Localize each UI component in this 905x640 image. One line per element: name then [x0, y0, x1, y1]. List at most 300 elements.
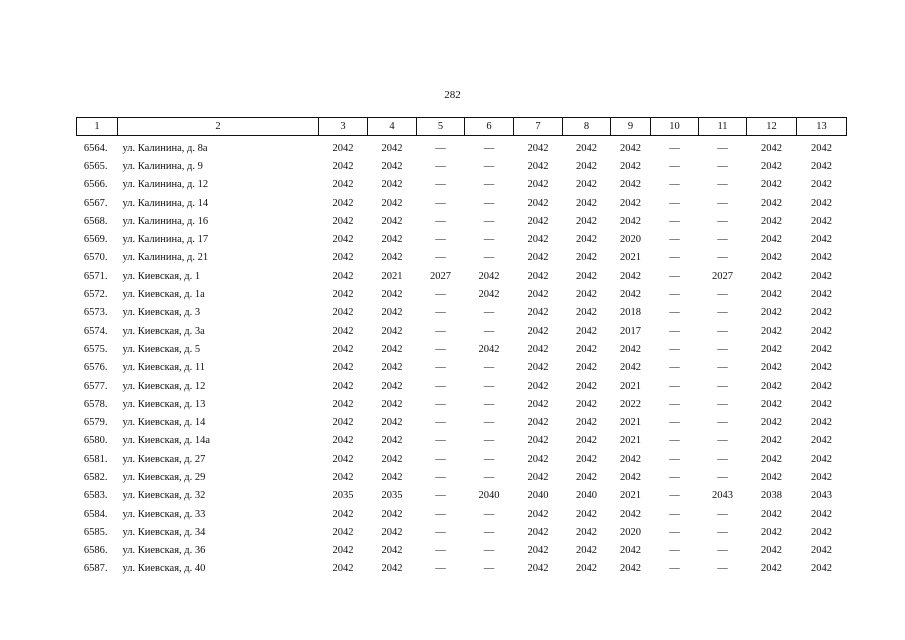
year-cell-col-6: —	[483, 252, 495, 264]
table-row	[77, 194, 847, 212]
year-cell-col-10: —	[669, 362, 680, 374]
year-cell-col-8: 2042	[576, 234, 597, 246]
table-row	[77, 468, 847, 486]
year-cell-col-13: 2042	[811, 526, 832, 538]
year-cell-col-5: —	[435, 197, 446, 209]
address-cell: ул. Киевская, д. 32	[122, 490, 206, 502]
address-cell: ул. Калинина, д. 16	[122, 215, 209, 227]
year-cell-col-11: —	[717, 471, 728, 483]
column-header-10: 10	[651, 118, 699, 136]
table-row	[77, 359, 847, 377]
year-cell-col-6: —	[483, 417, 495, 429]
year-cell-col-13: 2042	[811, 307, 832, 319]
address-cell: ул. Калинина, д. 9	[122, 160, 203, 172]
year-cell-col-3: 2042	[332, 179, 354, 191]
row-number-cell: 6580.	[83, 435, 108, 447]
address-cell: ул. Калинина, д. 17	[122, 234, 209, 246]
table-row	[77, 377, 847, 395]
year-cell-col-12: 2042	[761, 289, 782, 301]
column-header-7: 7	[514, 118, 563, 136]
year-cell-col-3: 2042	[332, 435, 354, 447]
table-row	[77, 432, 847, 450]
year-cell-col-9: 2042	[620, 289, 641, 301]
year-cell-col-3: 2042	[332, 453, 354, 465]
row-number-cell: 6586.	[83, 545, 108, 557]
year-cell-col-6: —	[483, 197, 495, 209]
row-number-cell: 6575.	[83, 343, 108, 355]
year-cell-col-11: —	[717, 197, 728, 209]
year-cell-col-10: —	[669, 508, 680, 520]
year-cell-col-6: —	[483, 234, 495, 246]
year-cell-col-10: —	[669, 179, 680, 191]
year-cell-col-8: 2042	[576, 307, 597, 319]
table-row	[77, 450, 847, 468]
column-header-3: 3	[319, 118, 368, 136]
year-cell-col-5: —	[435, 343, 446, 355]
year-cell-col-6: —	[483, 398, 495, 410]
year-cell-col-6: —	[483, 215, 495, 227]
year-cell-col-7: 2042	[527, 563, 549, 575]
year-cell-col-6: —	[483, 307, 495, 319]
year-cell-col-11: —	[717, 453, 728, 465]
year-cell-col-12: 2042	[761, 160, 782, 172]
year-cell-col-13: 2042	[811, 471, 832, 483]
year-cell-col-11: —	[717, 160, 728, 172]
row-number-cell: 6568.	[83, 215, 108, 227]
year-cell-col-4: 2042	[381, 160, 403, 172]
year-cell-col-6: 2042	[478, 270, 500, 282]
address-cell: ул. Киевская, д. 13	[122, 398, 206, 410]
year-cell-col-5: —	[435, 362, 446, 374]
year-cell-col-9: 2042	[620, 179, 641, 191]
year-cell-col-11: —	[717, 215, 728, 227]
year-cell-col-9: 2042	[620, 362, 641, 374]
year-cell-col-3: 2042	[332, 234, 354, 246]
year-cell-col-11: 2043	[712, 490, 733, 502]
address-cell: ул. Киевская, д. 3	[122, 307, 201, 319]
year-cell-col-4: 2042	[381, 453, 403, 465]
year-cell-col-11: —	[717, 252, 728, 264]
year-cell-col-10: —	[669, 417, 680, 429]
year-cell-col-12: 2042	[761, 325, 782, 337]
address-cell: ул. Киевская, д. 14	[122, 417, 206, 429]
year-cell-col-5: —	[435, 545, 446, 557]
year-cell-col-12: 2042	[761, 435, 782, 447]
year-cell-col-7: 2042	[527, 380, 549, 392]
year-cell-col-5: —	[435, 215, 446, 227]
year-cell-col-6: —	[483, 362, 495, 374]
year-cell-col-3: 2042	[332, 545, 354, 557]
year-cell-col-10: —	[669, 471, 680, 483]
year-cell-col-8: 2042	[576, 179, 597, 191]
year-cell-col-5: —	[435, 142, 446, 154]
year-cell-col-7: 2042	[527, 215, 549, 227]
header-row	[77, 118, 847, 136]
year-cell-col-8: 2042	[576, 508, 597, 520]
address-cell: ул. Киевская, д. 5	[122, 343, 201, 355]
year-cell-col-7: 2042	[527, 160, 549, 172]
year-cell-col-9: 2022	[620, 398, 641, 410]
row-number-cell: 6572.	[83, 289, 108, 301]
table-row	[77, 560, 847, 578]
year-cell-col-8: 2042	[576, 197, 597, 209]
year-cell-col-5: —	[435, 563, 446, 575]
row-number-cell: 6576.	[83, 362, 108, 374]
year-cell-col-13: 2042	[811, 160, 832, 172]
year-cell-col-6: —	[483, 142, 495, 154]
year-cell-col-12: 2042	[761, 380, 782, 392]
year-cell-col-13: 2042	[811, 508, 832, 520]
table-header	[77, 118, 847, 136]
year-cell-col-12: 2042	[761, 545, 782, 557]
table-row	[77, 136, 847, 158]
year-cell-col-11: —	[717, 325, 728, 337]
year-cell-col-10: —	[669, 398, 680, 410]
year-cell-col-8: 2042	[576, 270, 597, 282]
year-cell-col-10: —	[669, 252, 680, 264]
year-cell-col-4: 2042	[381, 343, 403, 355]
year-cell-col-5: —	[435, 234, 446, 246]
address-cell: ул. Киевская, д. 36	[122, 545, 206, 557]
year-cell-col-13: 2042	[811, 252, 832, 264]
year-cell-col-4: 2042	[381, 289, 403, 301]
year-cell-col-11: —	[717, 289, 728, 301]
year-cell-col-7: 2042	[527, 142, 549, 154]
year-cell-col-4: 2042	[381, 545, 403, 557]
table-row	[77, 157, 847, 175]
row-number-cell: 6587.	[83, 563, 108, 575]
year-cell-col-12: 2042	[761, 398, 782, 410]
year-cell-col-13: 2042	[811, 417, 832, 429]
year-cell-col-11: —	[717, 545, 728, 557]
address-cell: ул. Калинина, д. 21	[122, 252, 209, 264]
year-cell-col-3: 2042	[332, 215, 354, 227]
year-cell-col-13: 2042	[811, 453, 832, 465]
year-cell-col-5: —	[435, 307, 446, 319]
year-cell-col-9: 2042	[620, 343, 641, 355]
year-cell-col-7: 2042	[527, 453, 549, 465]
year-cell-col-7: 2042	[527, 545, 549, 557]
year-cell-col-8: 2042	[576, 289, 597, 301]
year-cell-col-6: —	[483, 563, 495, 575]
table-row	[77, 249, 847, 267]
year-cell-col-13: 2042	[811, 545, 832, 557]
year-cell-col-11: —	[717, 563, 728, 575]
year-cell-col-6: —	[483, 325, 495, 337]
year-cell-col-13: 2042	[811, 289, 832, 301]
year-cell-col-4: 2042	[381, 398, 403, 410]
year-cell-col-12: 2042	[761, 215, 782, 227]
year-cell-col-5: —	[435, 435, 446, 447]
year-cell-col-7: 2042	[527, 435, 549, 447]
address-cell: ул. Киевская, д. 27	[122, 453, 206, 465]
year-cell-col-7: 2042	[527, 526, 549, 538]
address-cell: ул. Калинина, д. 14	[122, 197, 209, 209]
year-cell-col-9: 2017	[620, 325, 641, 337]
table-row	[77, 230, 847, 248]
year-cell-col-13: 2042	[811, 270, 832, 282]
table-row	[77, 487, 847, 505]
year-cell-col-11: —	[717, 435, 728, 447]
table-row	[77, 267, 847, 285]
year-cell-col-8: 2042	[576, 325, 597, 337]
year-cell-col-13: 2042	[811, 234, 832, 246]
year-cell-col-11: —	[717, 343, 728, 355]
row-number-cell: 6577.	[83, 380, 108, 392]
year-cell-col-6: —	[483, 508, 495, 520]
year-cell-col-11: —	[717, 380, 728, 392]
address-cell: ул. Киевская, д. 11	[122, 362, 206, 374]
year-cell-col-6: —	[483, 526, 495, 538]
year-cell-col-4: 2042	[381, 417, 403, 429]
year-cell-col-9: 2042	[620, 508, 641, 520]
year-cell-col-10: —	[669, 215, 680, 227]
year-cell-col-8: 2042	[576, 252, 597, 264]
year-cell-col-8: 2042	[576, 526, 597, 538]
year-cell-col-10: —	[669, 453, 680, 465]
year-cell-col-5: —	[435, 325, 446, 337]
year-cell-col-3: 2042	[332, 307, 354, 319]
year-cell-col-5: —	[435, 490, 446, 502]
year-cell-col-8: 2042	[576, 545, 597, 557]
year-cell-col-7: 2040	[527, 490, 549, 502]
year-cell-col-3: 2042	[332, 417, 354, 429]
table-row	[77, 413, 847, 431]
year-cell-col-4: 2035	[381, 490, 403, 502]
year-cell-col-9: 2042	[620, 471, 641, 483]
year-cell-col-13: 2042	[811, 197, 832, 209]
year-cell-col-7: 2042	[527, 508, 549, 520]
year-cell-col-9: 2020	[620, 526, 641, 538]
year-cell-col-6: —	[483, 160, 495, 172]
year-cell-col-10: —	[669, 343, 680, 355]
year-cell-col-3: 2042	[332, 270, 354, 282]
column-header-1: 1	[77, 118, 118, 136]
year-cell-col-10: —	[669, 197, 680, 209]
year-cell-col-11: —	[717, 362, 728, 374]
year-cell-col-5: —	[435, 289, 446, 301]
year-cell-col-6: —	[483, 179, 495, 191]
year-cell-col-8: 2042	[576, 563, 597, 575]
row-number-cell: 6581.	[83, 453, 108, 465]
year-cell-col-10: —	[669, 289, 680, 301]
year-cell-col-13: 2043	[811, 490, 832, 502]
year-cell-col-9: 2021	[620, 417, 641, 429]
address-cell: ул. Киевская, д. 34	[122, 526, 206, 538]
year-cell-col-12: 2042	[761, 362, 782, 374]
year-cell-col-11: —	[717, 307, 728, 319]
row-number-cell: 6573.	[83, 307, 108, 319]
year-cell-col-12: 2042	[761, 142, 782, 154]
column-header-6: 6	[465, 118, 514, 136]
year-cell-col-10: —	[669, 325, 680, 337]
year-cell-col-9: 2021	[620, 490, 641, 502]
year-cell-col-10: —	[669, 142, 680, 154]
table-row	[77, 304, 847, 322]
year-cell-col-12: 2038	[761, 490, 782, 502]
year-cell-col-12: 2042	[761, 307, 782, 319]
year-cell-col-11: —	[717, 508, 728, 520]
column-header-4: 4	[368, 118, 417, 136]
year-cell-col-5: —	[435, 179, 446, 191]
year-cell-col-9: 2021	[620, 435, 641, 447]
row-number-cell: 6567.	[83, 197, 108, 209]
year-cell-col-3: 2042	[332, 252, 354, 264]
year-cell-col-6: —	[483, 471, 495, 483]
year-cell-col-13: 2042	[811, 563, 832, 575]
year-cell-col-11: 2027	[712, 270, 733, 282]
year-cell-col-13: 2042	[811, 325, 832, 337]
year-cell-col-9: 2042	[620, 142, 641, 154]
year-cell-col-13: 2042	[811, 398, 832, 410]
year-cell-col-7: 2042	[527, 252, 549, 264]
row-number-cell: 6570.	[83, 252, 108, 264]
year-cell-col-13: 2042	[811, 142, 832, 154]
year-cell-col-12: 2042	[761, 563, 782, 575]
year-cell-col-9: 2020	[620, 234, 641, 246]
year-cell-col-7: 2042	[527, 343, 549, 355]
year-cell-col-11: —	[717, 142, 728, 154]
year-cell-col-5: —	[435, 526, 446, 538]
table-row	[77, 542, 847, 560]
year-cell-col-11: —	[717, 234, 728, 246]
year-cell-col-6: 2042	[478, 289, 500, 301]
year-cell-col-3: 2042	[332, 289, 354, 301]
column-header-11: 11	[699, 118, 747, 136]
row-number-cell: 6582.	[83, 471, 108, 483]
year-cell-col-5: —	[435, 380, 446, 392]
year-cell-col-13: 2042	[811, 343, 832, 355]
year-cell-col-12: 2042	[761, 417, 782, 429]
table-row	[77, 285, 847, 303]
year-cell-col-10: —	[669, 270, 680, 282]
year-cell-col-7: 2042	[527, 289, 549, 301]
year-cell-col-3: 2042	[332, 471, 354, 483]
year-cell-col-8: 2040	[576, 490, 597, 502]
year-cell-col-4: 2042	[381, 215, 403, 227]
column-header-5: 5	[417, 118, 465, 136]
year-cell-col-4: 2042	[381, 563, 403, 575]
row-number-cell: 6579.	[83, 417, 108, 429]
column-header-9: 9	[611, 118, 651, 136]
address-cell: ул. Киевская, д. 33	[122, 508, 206, 520]
row-number-cell: 6584.	[83, 508, 108, 520]
row-number-cell: 6583.	[83, 490, 108, 502]
year-cell-col-13: 2042	[811, 362, 832, 374]
year-cell-col-3: 2042	[332, 526, 354, 538]
table-row	[77, 395, 847, 413]
address-cell: ул. Калинина, д. 8а	[122, 142, 208, 154]
year-cell-col-11: —	[717, 526, 728, 538]
year-cell-col-9: 2021	[620, 380, 641, 392]
year-cell-col-8: 2042	[576, 453, 597, 465]
year-cell-col-5: —	[435, 160, 446, 172]
year-cell-col-12: 2042	[761, 197, 782, 209]
year-cell-col-8: 2042	[576, 435, 597, 447]
year-cell-col-3: 2042	[332, 380, 354, 392]
year-cell-col-3: 2042	[332, 142, 354, 154]
year-cell-col-3: 2042	[332, 563, 354, 575]
year-cell-col-10: —	[669, 563, 680, 575]
year-cell-col-7: 2042	[527, 362, 549, 374]
year-cell-col-4: 2042	[381, 197, 403, 209]
year-cell-col-7: 2042	[527, 270, 549, 282]
year-cell-col-7: 2042	[527, 325, 549, 337]
year-cell-col-5: —	[435, 508, 446, 520]
year-cell-col-12: 2042	[761, 453, 782, 465]
table-row	[77, 505, 847, 523]
year-cell-col-10: —	[669, 490, 680, 502]
address-cell: ул. Киевская, д. 40	[122, 563, 206, 575]
year-cell-col-13: 2042	[811, 215, 832, 227]
year-cell-col-8: 2042	[576, 362, 597, 374]
year-cell-col-10: —	[669, 160, 680, 172]
row-number-cell: 6571.	[83, 270, 108, 282]
address-cell: ул. Киевская, д. 29	[122, 471, 206, 483]
year-cell-col-8: 2042	[576, 215, 597, 227]
table-row	[77, 340, 847, 358]
year-cell-col-4: 2042	[381, 435, 403, 447]
year-cell-col-9: 2018	[620, 307, 641, 319]
table-row	[77, 176, 847, 194]
year-cell-col-12: 2042	[761, 526, 782, 538]
table-row	[77, 523, 847, 541]
year-cell-col-4: 2042	[381, 307, 403, 319]
year-cell-col-12: 2042	[761, 234, 782, 246]
address-cell: ул. Киевская, д. 1а	[122, 289, 205, 301]
year-cell-col-7: 2042	[527, 234, 549, 246]
address-cell: ул. Киевская, д. 3а	[122, 325, 205, 337]
year-cell-col-4: 2042	[381, 179, 403, 191]
year-cell-col-5: —	[435, 398, 446, 410]
year-cell-col-6: —	[483, 545, 495, 557]
year-cell-col-10: —	[669, 435, 680, 447]
table-body	[77, 136, 847, 579]
address-cell: ул. Калинина, д. 12	[122, 179, 209, 191]
year-cell-col-9: 2042	[620, 197, 641, 209]
row-number-cell: 6574.	[83, 325, 108, 337]
year-cell-col-5: —	[435, 453, 446, 465]
year-cell-col-3: 2042	[332, 362, 354, 374]
year-cell-col-4: 2042	[381, 362, 403, 374]
row-number-cell: 6564.	[83, 142, 108, 154]
year-cell-col-9: 2042	[620, 545, 641, 557]
year-cell-col-5: —	[435, 471, 446, 483]
year-cell-col-11: —	[717, 179, 728, 191]
year-cell-col-11: —	[717, 417, 728, 429]
year-cell-col-5: —	[435, 252, 446, 264]
year-cell-col-4: 2042	[381, 234, 403, 246]
year-cell-col-3: 2042	[332, 197, 354, 209]
year-cell-col-12: 2042	[761, 179, 782, 191]
year-cell-col-4: 2042	[381, 471, 403, 483]
year-cell-col-9: 2042	[620, 453, 641, 465]
column-header-2: 2	[118, 118, 319, 136]
page-number: 282	[444, 89, 461, 101]
year-cell-col-4: 2042	[381, 380, 403, 392]
year-cell-col-5: —	[435, 417, 446, 429]
year-cell-col-7: 2042	[527, 179, 549, 191]
address-cell: ул. Киевская, д. 14а	[122, 435, 211, 447]
year-cell-col-3: 2035	[332, 490, 354, 502]
year-cell-col-6: 2040	[478, 490, 500, 502]
year-cell-col-6: 2042	[478, 343, 500, 355]
year-cell-col-4: 2042	[381, 508, 403, 520]
year-cell-col-13: 2042	[811, 435, 832, 447]
year-cell-col-12: 2042	[761, 252, 782, 264]
address-cell: ул. Киевская, д. 12	[122, 380, 206, 392]
address-cell: ул. Киевская, д. 1	[122, 270, 201, 282]
